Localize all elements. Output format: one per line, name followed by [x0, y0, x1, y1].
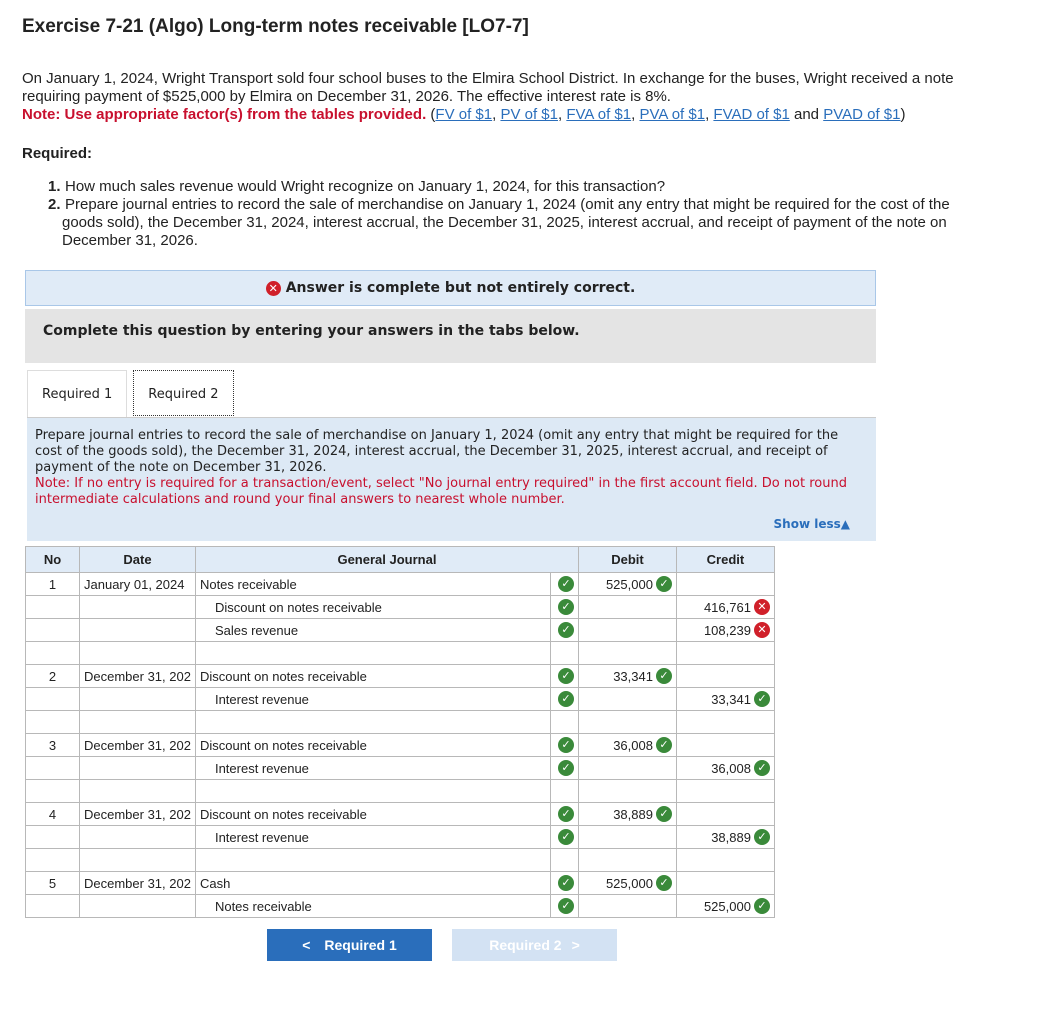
cell-debit[interactable]: 36,008 ✓ — [578, 734, 676, 757]
table-row — [26, 619, 775, 642]
table-row — [26, 573, 775, 596]
correct-check-icon: ✓ — [558, 875, 574, 891]
cell-date[interactable] — [80, 711, 196, 734]
cell-date[interactable]: December 31, 202 — [80, 803, 196, 826]
requirements-list — [48, 178, 958, 250]
cell-no — [26, 895, 80, 918]
link-fv[interactable]: FV of $1 — [435, 106, 493, 123]
correct-check-icon: ✓ — [656, 806, 672, 822]
cell-no — [26, 711, 80, 734]
exercise-title: Exercise 7-21 (Algo) Long-term notes receivable [LO7-7] — [22, 16, 529, 37]
complete-instructions: Complete this question by entering your answers in the tabs below. — [25, 309, 876, 363]
tab-instructions — [27, 418, 876, 541]
cell-date[interactable] — [80, 780, 196, 803]
cell-check — [550, 826, 578, 849]
cell-credit[interactable]: 36,008 ✓ — [676, 757, 774, 780]
cell-check — [550, 895, 578, 918]
cell-credit[interactable] — [676, 734, 774, 757]
cell-no: 2 — [26, 665, 80, 688]
cell-date[interactable] — [80, 596, 196, 619]
cell-check — [550, 688, 578, 711]
blank-row — [26, 711, 775, 734]
correct-check-icon: ✓ — [754, 829, 770, 845]
cell-check — [550, 573, 578, 596]
cell-no — [26, 780, 80, 803]
table-row — [26, 826, 775, 849]
cell-no: 1 — [26, 573, 80, 596]
cell-debit[interactable] — [578, 688, 676, 711]
cell-debit[interactable]: 525,000 ✓ — [578, 573, 676, 596]
table-row — [26, 734, 775, 757]
link-fva[interactable]: FVA of $1 — [566, 106, 632, 123]
blank-row — [26, 642, 775, 665]
cell-date[interactable] — [80, 826, 196, 849]
col-general-journal: General Journal — [195, 547, 578, 573]
cell-check — [550, 849, 578, 872]
cell-date[interactable] — [80, 757, 196, 780]
correct-check-icon: ✓ — [656, 875, 672, 891]
cell-credit[interactable] — [676, 780, 774, 803]
cell-credit[interactable] — [676, 642, 774, 665]
tab-bar — [27, 370, 234, 418]
correct-check-icon: ✓ — [754, 898, 770, 914]
cell-credit[interactable] — [676, 849, 774, 872]
prev-required-1-button[interactable]: < Required 1 — [267, 929, 432, 961]
cell-account[interactable]: Interest revenue — [195, 688, 550, 711]
cell-date[interactable]: December 31, 202 — [80, 872, 196, 895]
cell-credit[interactable] — [676, 665, 774, 688]
cell-credit[interactable]: 38,889 ✓ — [676, 826, 774, 849]
cell-account[interactable] — [195, 780, 550, 803]
note-label: Note: Use appropriate factor(s) from the tables provided. — [22, 106, 427, 123]
tab-required-2[interactable]: Required 2 — [133, 370, 233, 416]
cell-debit[interactable] — [578, 596, 676, 619]
cell-account[interactable]: Notes receivable — [195, 573, 550, 596]
cell-account[interactable]: Interest revenue — [195, 826, 550, 849]
cell-debit[interactable] — [578, 757, 676, 780]
cell-account[interactable] — [195, 642, 550, 665]
correct-check-icon: ✓ — [558, 668, 574, 684]
cell-account[interactable]: Cash — [195, 872, 550, 895]
requirement-1: 1. How much sales revenue would Wright recognize on January 1, 2024, for this transaction? — [48, 178, 666, 195]
cell-no — [26, 596, 80, 619]
instruction-text: Prepare journal entries to record the sale of merchandise on January 1, 2024 (omit any entry that might be required for the cost of the goods sold), the December 31, 2024, interest accrual, the December 31, 2025, interest accrual, and receipt of payment of the note on December 31, 2026. — [35, 428, 839, 475]
table-row — [26, 803, 775, 826]
instruction-note: Note: If no entry is required for a transaction/event, select "No journal entry required" in the first account field. Do not round intermediate calculations and round your final answers to nearest whole number. — [35, 476, 847, 507]
cell-no — [26, 688, 80, 711]
cell-no — [26, 619, 80, 642]
journal-body — [26, 573, 775, 918]
table-row — [26, 872, 775, 895]
journal-table — [25, 546, 775, 918]
col-no: No — [26, 547, 80, 573]
correct-check-icon: ✓ — [754, 760, 770, 776]
cell-account[interactable]: Discount on notes receivable — [195, 734, 550, 757]
cell-debit[interactable]: 525,000 ✓ — [578, 872, 676, 895]
cell-credit[interactable] — [676, 711, 774, 734]
cell-check — [550, 596, 578, 619]
tab-required-1[interactable]: Required 1 — [27, 370, 127, 418]
cell-check — [550, 734, 578, 757]
correct-check-icon: ✓ — [558, 806, 574, 822]
cell-credit[interactable]: 416,761 ✕ — [676, 596, 774, 619]
error-icon: ✕ — [266, 281, 281, 296]
show-less-link[interactable]: Show less▲ — [773, 517, 850, 531]
next-required-2-button[interactable]: Required 2 > — [452, 929, 617, 961]
cell-check — [550, 711, 578, 734]
required-heading: Required: — [22, 145, 93, 162]
cell-check — [550, 619, 578, 642]
cell-account[interactable]: Interest revenue — [195, 757, 550, 780]
table-row — [26, 596, 775, 619]
correct-check-icon: ✓ — [558, 737, 574, 753]
link-pva[interactable]: PVA of $1 — [639, 106, 706, 123]
cell-date[interactable] — [80, 895, 196, 918]
cell-account[interactable]: Discount on notes receivable — [195, 665, 550, 688]
cell-date[interactable]: January 01, 2024 — [80, 573, 196, 596]
cell-date[interactable] — [80, 642, 196, 665]
blank-row — [26, 849, 775, 872]
table-row — [26, 895, 775, 918]
cell-no — [26, 757, 80, 780]
cell-check — [550, 872, 578, 895]
cell-account[interactable]: Discount on notes receivable — [195, 596, 550, 619]
cell-no — [26, 642, 80, 665]
cell-account[interactable]: Discount on notes receivable — [195, 803, 550, 826]
col-credit: Credit — [676, 547, 774, 573]
cell-debit[interactable]: 33,341 ✓ — [578, 665, 676, 688]
cell-credit[interactable]: 108,239 ✕ — [676, 619, 774, 642]
correct-check-icon: ✓ — [558, 760, 574, 776]
correct-check-icon: ✓ — [558, 691, 574, 707]
requirement-2: 2. Prepare journal entries to record the sale of merchandise on January 1, 2024 (omit any entry that might be required for the cost of the goods sold), the December 31, 2024, interest accrual, the December 31, 2025, interest accrual, and receipt of payment of the note on December 31, 2026. — [48, 196, 950, 249]
cell-credit[interactable]: 525,000 ✓ — [676, 895, 774, 918]
correct-check-icon: ✓ — [656, 737, 672, 753]
cell-debit[interactable] — [578, 711, 676, 734]
link-pvad[interactable]: PVAD of $1 — [823, 106, 901, 123]
cell-check — [550, 665, 578, 688]
cell-check — [550, 780, 578, 803]
table-row — [26, 688, 775, 711]
cell-debit[interactable] — [578, 642, 676, 665]
correct-check-icon: ✓ — [656, 576, 672, 592]
cell-debit[interactable]: 38,889 ✓ — [578, 803, 676, 826]
cell-no: 4 — [26, 803, 80, 826]
cell-debit[interactable] — [578, 780, 676, 803]
correct-check-icon: ✓ — [558, 576, 574, 592]
table-row — [26, 757, 775, 780]
cell-debit[interactable] — [578, 895, 676, 918]
cell-debit[interactable] — [578, 619, 676, 642]
correct-check-icon: ✓ — [754, 691, 770, 707]
col-debit: Debit — [578, 547, 676, 573]
cell-date[interactable]: December 31, 202 — [80, 665, 196, 688]
cell-date[interactable] — [80, 619, 196, 642]
cell-account[interactable]: Sales revenue — [195, 619, 550, 642]
table-row — [26, 665, 775, 688]
correct-check-icon: ✓ — [656, 668, 672, 684]
incorrect-icon: ✕ — [754, 599, 770, 615]
col-date: Date — [80, 547, 196, 573]
cell-debit[interactable] — [578, 826, 676, 849]
cell-check — [550, 642, 578, 665]
cell-no: 5 — [26, 872, 80, 895]
cell-no: 3 — [26, 734, 80, 757]
cell-check — [550, 803, 578, 826]
problem-intro: On January 1, 2024, Wright Transport sold four school buses to the Elmira School District. In exchange for the buses, Wright received a note requiring payment of $525,000 by Elmira on December 31, 2026. The effective interest rate is 8%. Note: Use appropriate factor(s) from the tables provided. (FV of $1, PV of $1, FVA of $1, PVA of $1, FVAD of $1 and PVAD of $1) — [22, 70, 954, 123]
correct-check-icon: ✓ — [558, 622, 574, 638]
cell-account[interactable] — [195, 849, 550, 872]
cell-no — [26, 849, 80, 872]
and-text: and — [794, 106, 820, 123]
blank-row — [26, 780, 775, 803]
cell-date[interactable]: December 31, 202 — [80, 734, 196, 757]
correct-check-icon: ✓ — [558, 599, 574, 615]
chevron-right-icon: > — [571, 937, 580, 953]
cell-credit[interactable] — [676, 573, 774, 596]
correct-check-icon: ✓ — [558, 829, 574, 845]
cell-no — [26, 826, 80, 849]
chevron-left-icon: < — [302, 937, 311, 953]
cell-credit[interactable]: 33,341 ✓ — [676, 688, 774, 711]
correct-check-icon: ✓ — [558, 898, 574, 914]
cell-account[interactable]: Notes receivable — [195, 895, 550, 918]
incorrect-icon: ✕ — [754, 622, 770, 638]
cell-credit[interactable] — [676, 803, 774, 826]
answer-status-banner: ✕ Answer is complete but not entirely correct. — [25, 270, 876, 306]
link-pv[interactable]: PV of $1 — [500, 106, 558, 123]
cell-date[interactable] — [80, 849, 196, 872]
intro-text: On January 1, 2024, Wright Transport sold four school buses to the Elmira School District. In exchange for the buses, Wright received a note requiring payment of $525,000 by Elmira on December 31, 2026. The effective interest rate is 8%. — [22, 70, 954, 105]
table-header-row — [26, 547, 775, 573]
cell-debit[interactable] — [578, 849, 676, 872]
cell-check — [550, 757, 578, 780]
cell-credit[interactable] — [676, 872, 774, 895]
link-fvad[interactable]: FVAD of $1 — [713, 106, 790, 123]
cell-date[interactable] — [80, 688, 196, 711]
cell-account[interactable] — [195, 711, 550, 734]
